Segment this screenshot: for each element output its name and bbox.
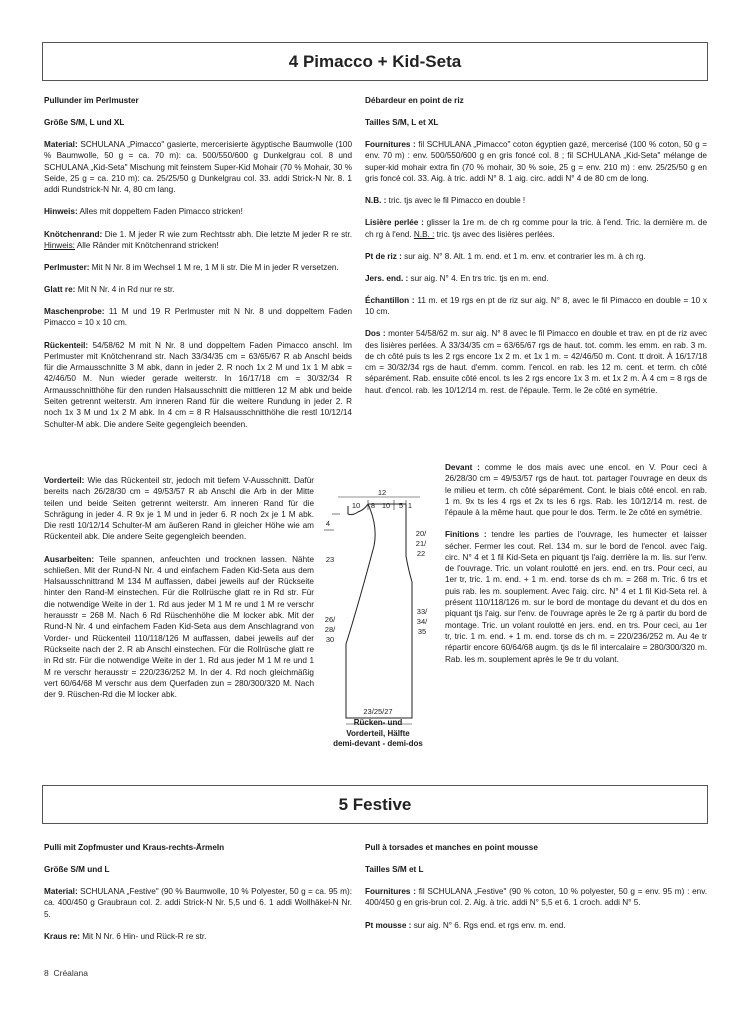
dim-top-total: 12 xyxy=(377,488,387,497)
fr-sizes-festive: Tailles S/M et L xyxy=(365,865,424,875)
de-sizes-festive: Größe S/M und L xyxy=(44,865,110,875)
de-smooth: Glatt re: Mit N Nr. 4 in Rd nur re str. xyxy=(44,285,175,295)
dim-left-middle: 23 xyxy=(325,555,335,564)
dim-top-right: 1 xyxy=(407,501,413,510)
de-heading: Pullunder im Perlmuster xyxy=(44,96,139,105)
page-number: 8 xyxy=(44,968,49,978)
dim-top-left: 10 xyxy=(351,501,361,510)
dim-right-upper-2: 21/ xyxy=(415,539,427,548)
dim-neck-1: 8 xyxy=(370,501,376,510)
french-column-2 xyxy=(445,462,707,676)
caption-line-1: Rücken- und xyxy=(353,718,403,727)
brand-name: Créalana xyxy=(53,968,88,978)
dim-right-lower-3: 35 xyxy=(417,627,427,636)
fr-moss: Pt mousse : sur aig. N° 6. Rgs end. et rgs env. m. end. xyxy=(365,920,566,930)
german-column-2 xyxy=(44,475,314,711)
fr-rice-stitch: Pt de riz : sur aig. N° 8. Alt. 1 m. end. et 1 m. env. et contrarier les m. à ch rg. xyxy=(365,251,646,261)
de-front: Vorderteil: Wie das Rückenteil str, jedoch mit tiefem V-Ausschnitt. Dafür bereits nach 26/28/30 cm = 49/53/57 R ab Anschl die Arb in der Mitte teilen und beide Seiten getrennt weiterstr. Am inneren Rand für die Schrägung in jeder 4. R 9x je 1 M und in jeder 6. R noch 2x je 1 M abk. Die restl 10/12/14 Schulter-M am äußeren Rand in gleicher Höhe wie am Rückenteil abk. Die andere Seite gegengleich beenden. xyxy=(44,476,314,542)
de-finish: Ausarbeiten: Teile spannen, anfeuchten und trocknen lassen. Nähte schließen. Mit der Rund-N Nr. 4 und einfachem Faden Kid-Seta aus dem Halsausschnittrand M 134 M auffassen, dabei jeweils auf der Rückseite hinter den Rand-M einstechen. Für die Rollrüsche glatt re in Rd str. Für die notwendige Weite in der 1. Rd aus jeder M 1 M re und 1 M re verschr herausstr = 268 M. Nach 6 Rd Rüschenhöhe die M locker abk. Mit der Rund-N Nr. 4 und einfachem Faden Kid-Seta aus dem Anschlagrand von Vorder- und Rückenteil 110/118/126 M auffassen, dabei jeweils auf der Rückseite nach der 2. R ab Anschl einstechen. Für die Rollrüsche glatt re in Rd str. Für die notwendige Weite in der 1. Rd aus jeder M 1 M re und 1 M re verschr herausstr = 220/236/252 M. In der 4. Rd noch gleichmäßig vert 60/64/68 M verschr aus dem Querfaden zun = 280/300/320 M. Nach der 9. Rüschen-Rd die M locker abk. xyxy=(44,554,314,700)
dim-left-lower-1: 26/ xyxy=(324,615,336,624)
de-material: Material: SCHULANA „Pimacco" gasierte, mercerisierte ägyptische Baumwolle (100 % Baumwolle, 50 g = ca. 70 m): ca. 500/550/600 g Dunkelgrau col. 8 und SCHULANA „Kid-Seta" Mischung mit feinstem Super-Kid Mohair (70 % Mohair, 30 % Seide, 25 g = ca. 210 m): ca. 25/25/50 g Dunkelgrau col. 33. addi Strick-N Nr. 8. 1 addi Rundstrick-N Nr. 4, 80 cm lang. xyxy=(44,140,352,195)
fr-back: Dos : monter 54/58/62 m. sur aig. N° 8 avec le fil Pimacco en double et trav. en pt de riz avec des lisières perlées. À 33/34/35 cm = 63/65/67 rgs de haut. tot. comm. les emm. en rab. 3 m. de ch côté puis ts les 2 rgs encore 1x 2 m. et 1x 1 m. = 42/46/50 m. Cont. tt droit. À 16/17/18 cm = 30/32/34 rgs de haut. d'emm. comm. l'encol. en rab. les 12 m. cent. et term. ch côté séparément. Rab. ensuite côté encol. ts les 2 rgs encore 1x 3 m. et 1x 2 m. À 4 cm = 8 rgs de haut. d'encol. rab. les 10/12/14 m. rest. de l'épaule. Term. le 2e côté en symétrie. xyxy=(365,329,708,395)
fr-heading: Débardeur en point de riz xyxy=(365,96,464,105)
de-kraus: Kraus re: Mit N Nr. 6 Hin- und Rück-R re str. xyxy=(44,931,207,941)
german-column-1 xyxy=(44,95,352,441)
german-column-festive xyxy=(44,842,352,953)
fr-edge: Lisière perlée : glisser la 1re m. de ch rg comme pour la tric. à l'end. Tric. la dernière m. de ch rg à l'end. N.B. : tric. tjs avec des lisières perlées. xyxy=(365,218,708,239)
fr-sample: Échantillon : 11 m. et 19 rgs en pt de riz sur aig. N° 8, avec le fil Pimacco en double = 10 x 10 cm. xyxy=(365,295,708,317)
de-knot-edge: Knötchenrand: Die 1. M jeder R wie zum Rechtsstr abh. Die letzte M jeder R re str. Hinweis: Alle Ränder mit Knötchenrand stricken! xyxy=(44,229,352,250)
french-column-1 xyxy=(365,95,707,407)
dim-left-lower-2: 28/ xyxy=(324,625,336,634)
dim-neck-3: 5 xyxy=(398,501,404,510)
schematic-diagram xyxy=(318,486,438,754)
dim-left-lower-3: 30 xyxy=(325,635,335,644)
de-gauge: Maschenprobe: 11 M und 19 R Perlmuster mit N Nr. 8 und doppeltem Faden Pimacco = 10 x 10 cm. xyxy=(44,307,352,328)
dim-left-upper: 4 xyxy=(325,519,331,528)
de-back: Rückenteil: 54/58/62 M mit N Nr. 8 und doppeltem Faden Pimacco anschl. Im Perlmuster mit Knötchenrand str. Nach 33/34/35 cm = 63/65/67 R ab Anschl beids für die Armausschnitte 3 M abk, dann in jeder 2. R noch 1x 2 M und 1x 1 M abk = 42/46/50 M. Nun wieder gerade weiterstr. In 16/17/18 cm = 30/32/34 R Armausschnitthöhe für den runden Halsausschnitt die mittleren 12 M abk und beide Seiten getrennt weiterstr. Am inneren Rand für die weitere Rundung in jeder 2. R noch 1x 3 M und 1x 2 M abk. In 4 cm = 8 R Halsausschnitthöhe die restl 10/12/14 Schulter-M abk. Die andere Seite gegengleich beenden. xyxy=(44,340,352,429)
fr-sizes: Tailles S/M, L et XL xyxy=(365,118,439,128)
garment-outline xyxy=(346,504,412,718)
section-title-festive: 5 Festive xyxy=(42,785,708,824)
fr-supplies-festive: Fournitures : fil SCHULANA „Festive" (90 % coton, 10 % polyester, 50 g = env. 95 m) : env. 400/450 g en gris-brun col. 2. Aig. à tric. addi N° 5,5 et 6. 1 croch. addi N° 5. xyxy=(365,887,707,908)
de-sizes: Größe S/M, L und XL xyxy=(44,118,125,128)
page-footer xyxy=(44,968,88,978)
fr-front: Devant : comme le dos mais avec une encol. en V. Pour ceci à 26/28/30 cm = 49/53/57 rgs de haut. tot. partager l'ouvrage en deux ds le milieu et term. ch côté séparément. Cont. le biais côté encol. en rab. 1 m. 9x ts les 4 rgs et 2x ts les 6 rgs. Rab. les 10/12/14 m. rest. de l'épaule à la même haut. que pour le dos. Term. le 2e côté en symétrie. xyxy=(445,463,707,518)
dim-right-upper-1: 20/ xyxy=(415,529,427,538)
french-column-festive xyxy=(365,842,707,942)
de-material-festive: Material: SCHULANA „Festive" (90 % Baumwolle, 10 % Polyester, 50 g = ca. 95 m): ca. 400/450 g Graubraun col. 2. addi Strick-N Nr. 5,5 und 6. 1 addi Wollhäkel-N Nr. 5. xyxy=(44,887,352,919)
fr-heading-festive: Pull à torsades et manches en point mousse xyxy=(365,843,538,852)
section-title-pimacco: 4 Pimacco + Kid-Seta xyxy=(42,42,708,81)
de-hint: Hinweis: Alles mit doppeltem Faden Pimacco stricken! xyxy=(44,207,243,217)
fr-jersey: Jers. end. : sur aig. N° 4. En trs tric. tjs en m. end. xyxy=(365,273,549,283)
dim-bottom: 23/25/27 xyxy=(363,707,393,716)
dim-right-upper-3: 22 xyxy=(416,549,426,558)
dim-neck-2: 10 xyxy=(381,501,391,510)
fr-nb: N.B. : tric. tjs avec le fil Pimacco en double ! xyxy=(365,196,526,206)
caption-line-3: demi-devant - demi-dos xyxy=(333,739,423,748)
fr-supplies: Fournitures : fil SCHULANA „Pimacco" coton égyptien gazé, mercerisé (100 % coton, 50 g = env. 70 m) : env. 500/550/600 g en gris foncé col. 8 ; fil SCHULANA „Kid-Seta" mélange de super-kid mohair extra fin (70 % mohair, 30 % soie, 25 g = env. 210 m) : env. 25/25/50 g en gris foncé col. 33. Aig. à tric. addi N° 8. 1 aig. circ. addi N° 4 de 80 cm de long. xyxy=(365,140,707,184)
fr-finish: Finitions : tendre les parties de l'ouvrage, les humecter et laisser sécher. Fermer les cout. Rel. 134 m. sur le bord de l'encol. avec l'aig. circ. N° 4 et 1 fil Kid-Seta en piquant tjs l'aig. derrière la m. lis. sur l'env. de l'ouvrage. Tric. un volant roulotté en jers. end. en trs. Pour ceci, au 1er tr, tric. 1 m. end. + 1 m. end. torse ds ch m. = 268 m. Tric. 6 trs et puis rab. les m. souplement. Avec l'aig. circ. N° 4 et 1 fil Kid-Seta rel. à présent 110/118/126 m. sur le bord de montage du devant et du dos en piquant tjs l'aig. sur l'env. de l'ouvrage après le 2e rg à partir du bord de montage. Tric. un volant roulotté en jers. end. en trs. Pour ceci, au 1er tr, tric. 1 m. end. + 1 m. end. torse ds ch m. = 220/236/252 m. Au 4e tr répartir encore 60/64/68 augm. tjs ds le fil intercalaire = 280/300/320 m. Rab. les m. souplement après le 9e tr du volant. xyxy=(445,530,707,664)
diagram-caption xyxy=(318,718,438,750)
dim-right-lower-2: 34/ xyxy=(416,617,428,626)
caption-line-2: Vorderteil, Hälfte xyxy=(346,728,410,738)
de-heading-festive: Pulli mit Zopfmuster und Kraus-rechts-Ärmeln xyxy=(44,843,225,852)
de-pearl-pattern: Perlmuster: Mit N Nr. 8 im Wechsel 1 M re, 1 M li str. Die M in jeder R versetzen. xyxy=(44,262,339,272)
dim-right-lower-1: 33/ xyxy=(416,607,428,616)
